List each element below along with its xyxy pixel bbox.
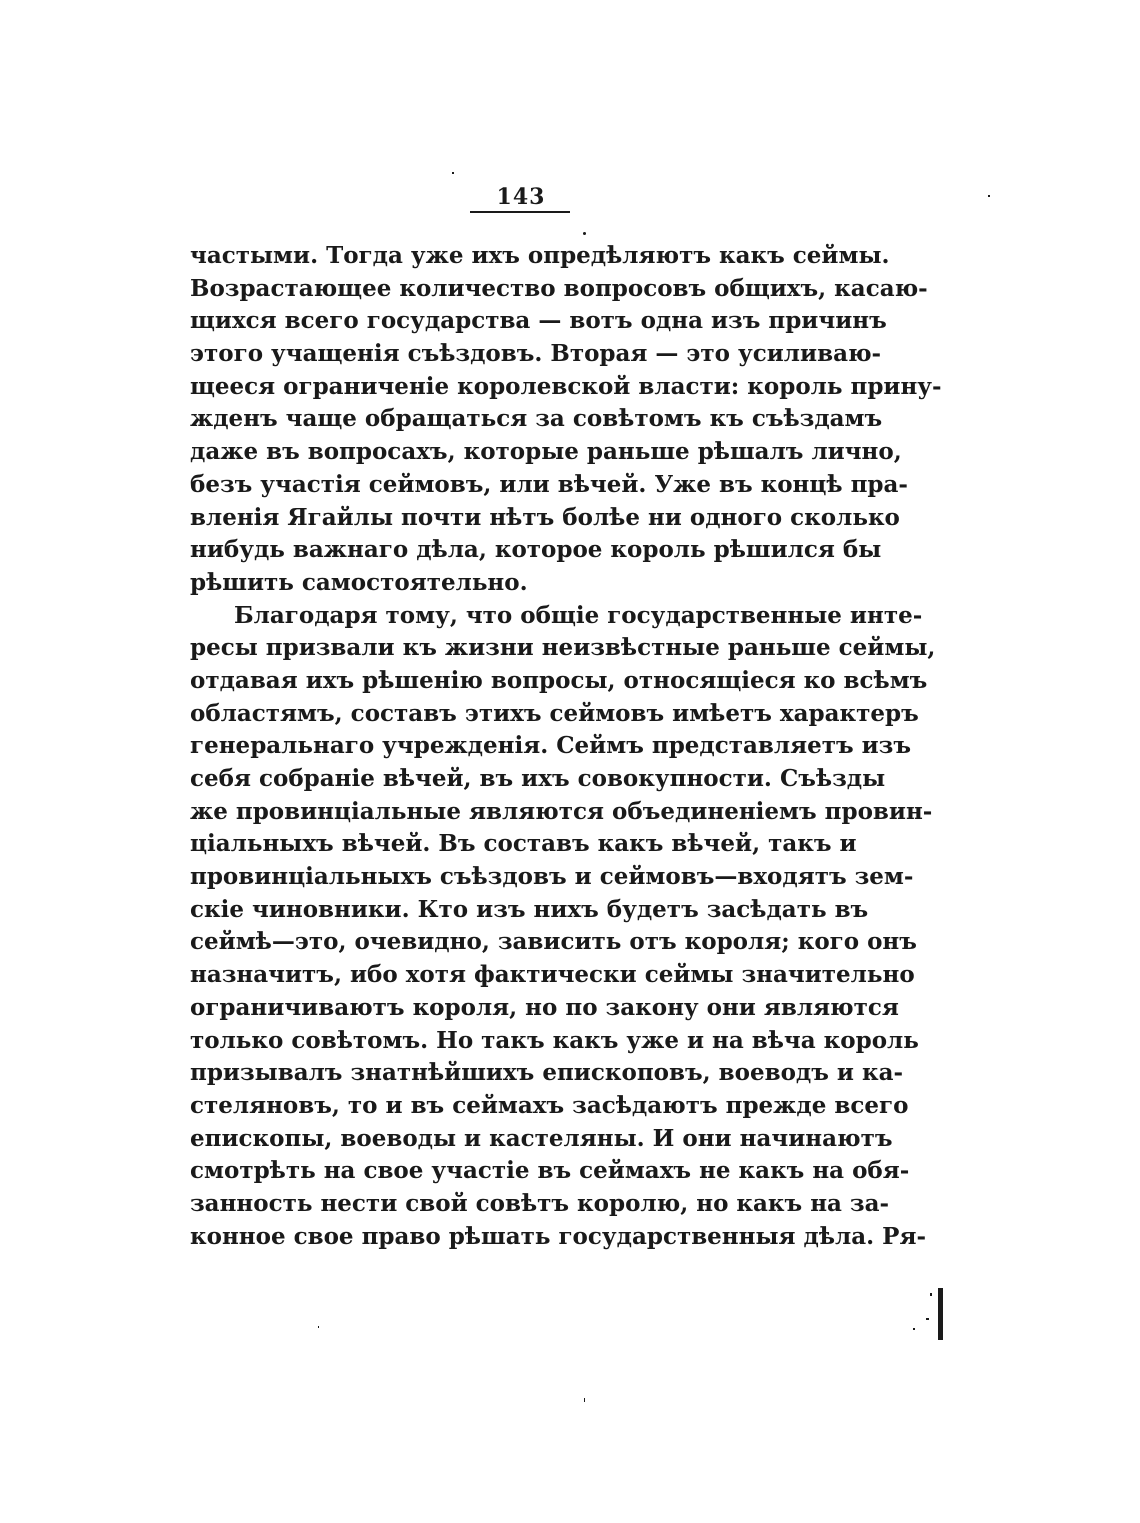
text-line: стеляновъ, то и въ сеймахъ засѣдаютъ прежде всего — [190, 1091, 909, 1119]
text-line: призывалъ знатнѣйшихъ епископовъ, воеводъ и ка- — [190, 1059, 904, 1087]
scan-speck — [913, 1328, 915, 1330]
text-line: же провинціальные являются объединеніемъ провин- — [190, 797, 933, 825]
scan-speck — [988, 195, 990, 197]
text-line: назначитъ, ибо хотя фактически сеймы значительно — [190, 961, 915, 989]
text-line: жденъ чаще обращаться за совѣтомъ къ съѣздамъ — [190, 405, 883, 433]
text-line: отдавая ихъ рѣшенію вопросы, относящіеся ко всѣмъ — [190, 666, 928, 694]
text-line: себя собраніе вѣчей, въ ихъ совокупности. Съѣзды — [190, 765, 886, 792]
text-line: вленія Ягайлы почти нѣтъ болѣе ни одного сколько — [190, 503, 900, 531]
text-line: частыми. Тогда уже ихъ опредѣляютъ какъ сеймы. — [190, 242, 890, 269]
text-line: ресы призвали къ жизни неизвѣстные раньше сеймы, — [190, 634, 936, 662]
scan-speck — [452, 172, 454, 174]
text-line: смотрѣть на свое участіе въ сеймахъ не какъ на обя- — [190, 1157, 910, 1185]
scan-speck — [926, 1318, 929, 1320]
page-number: 143 — [496, 184, 546, 210]
scan-speck — [583, 232, 586, 235]
page-number-rule — [470, 211, 570, 213]
text-line: нибудь важнаго дѣла, которое король рѣшился бы — [190, 536, 882, 564]
text-line: безъ участія сеймовъ, или вѣчей. Уже въ концѣ пра- — [190, 470, 908, 498]
paragraph-1 — [190, 240, 942, 600]
text-line: занность нести свой совѣтъ королю, но какъ на за- — [190, 1189, 890, 1217]
text-line: провинціальныхъ съѣздовъ и сеймовъ—входятъ зем- — [190, 863, 914, 891]
scan-speck — [318, 1326, 319, 1328]
text-line: конное свое право рѣшать государственныя дѣла. Ря- — [190, 1222, 926, 1250]
text-line: ціальныхъ вѣчей. Въ составъ какъ вѣчей, такъ и — [190, 830, 857, 858]
scan-margin-mark — [938, 1288, 943, 1340]
text-line: областямъ, составъ этихъ сеймовъ имѣетъ характеръ — [190, 699, 919, 727]
scan-speck — [584, 1398, 585, 1402]
text-line: даже въ вопросахъ, которые раньше рѣшалъ лично, — [190, 438, 902, 466]
text-line: епископы, воеводы и кастеляны. И они начинаютъ — [190, 1124, 893, 1152]
body-text — [190, 240, 942, 1253]
text-line: Возрастающее количество вопросовъ общихъ, касаю- — [190, 274, 928, 302]
text-line: скіе чиновники. Кто изъ нихъ будетъ засѣдать въ — [190, 895, 869, 923]
text-line: рѣшить самостоятельно. — [190, 568, 528, 596]
text-line: только совѣтомъ. Но такъ какъ уже и на вѣча король — [190, 1026, 919, 1054]
text-line: сеймѣ—это, очевидно, зависить отъ короля; кого онъ — [190, 928, 917, 956]
text-line: этого учащенія съѣздовъ. Вторая — это усиливаю- — [190, 340, 882, 368]
paragraph-2 — [190, 600, 936, 1254]
text-line: ограничиваютъ короля, но по закону они являются — [190, 993, 899, 1021]
text-line: генеральнаго учрежденія. Сеймъ представляетъ изъ — [190, 732, 911, 760]
text-line: щихся всего государства — вотъ одна изъ причинъ — [190, 307, 887, 335]
text-line: щееся ограниченіе королевской власти: король прину- — [190, 372, 942, 400]
text-line: Благодаря тому, что общіе государственные инте- — [234, 601, 923, 629]
scan-speck — [930, 1293, 932, 1296]
